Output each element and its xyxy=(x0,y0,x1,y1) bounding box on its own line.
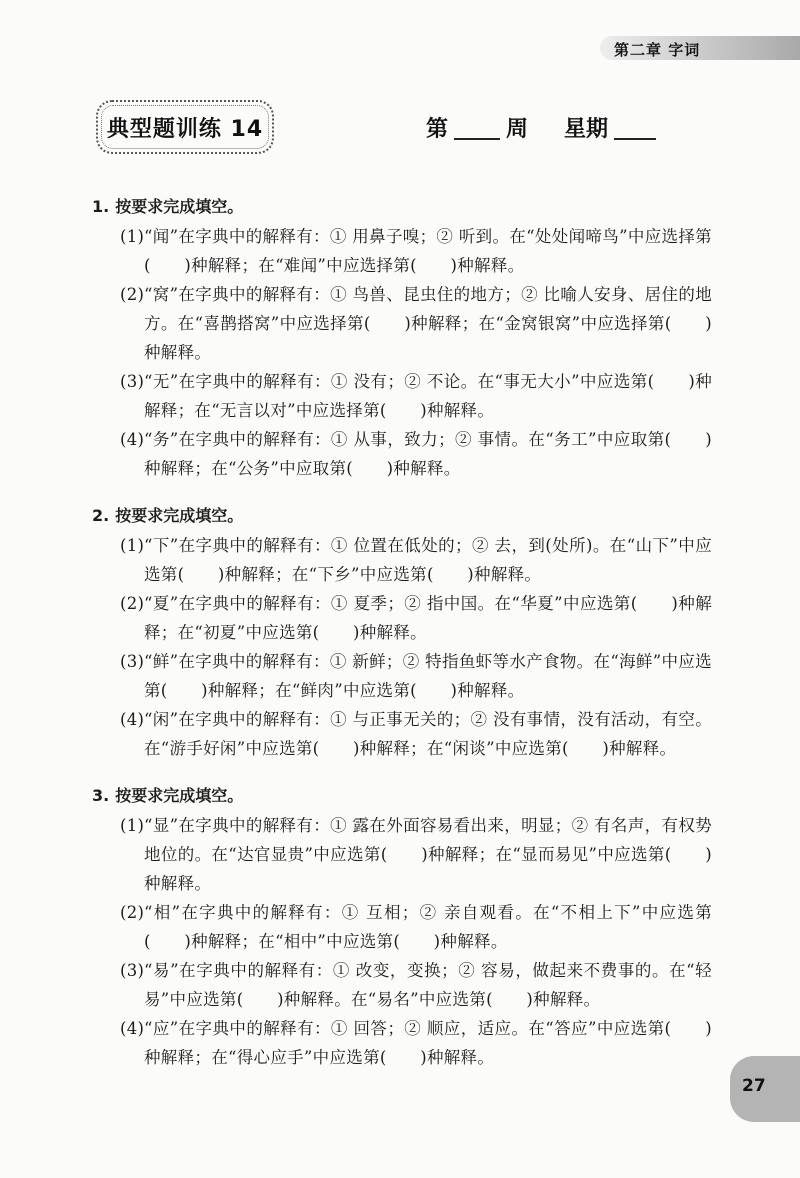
item-text: “应”在字典中的解释有：① 回答；② 顺应，适应。在“答应”中应选第( )种解释；在“得心应手”中应选第( )种解释。 xyxy=(144,1019,712,1067)
item-label: (3) xyxy=(120,652,145,671)
item-text: “易”在字典中的解释有：① 改变，变换；② 容易，做起来不费事的。在“轻易”中应选第( )种解释。在“易名”中应选第( )种解释。 xyxy=(144,961,712,1009)
item-label: (2) xyxy=(120,594,145,613)
question-prompt: 按要求完成填空。 xyxy=(115,786,244,805)
item-text: “相”在字典中的解释有：① 互相；② 亲自观看。在“不相上下”中应选第( )种解释；在“相中”中应选第( )种解释。 xyxy=(144,903,712,951)
week-blank[interactable] xyxy=(454,137,500,140)
week-prefix: 第 xyxy=(426,116,449,142)
question-item xyxy=(92,647,712,705)
question-2 xyxy=(92,501,712,763)
item-text: “夏”在字典中的解释有：① 夏季；② 指中国。在“华夏”中应选第( )种解释；在“初夏”中应选第( )种解释。 xyxy=(144,594,712,642)
question-item xyxy=(92,1014,712,1072)
question-item xyxy=(92,811,712,898)
question-heading xyxy=(92,501,712,531)
weekday-label: 星期 xyxy=(564,116,609,142)
question-item xyxy=(92,367,712,425)
question-number: 1. xyxy=(92,197,110,216)
item-label: (4) xyxy=(120,1019,145,1038)
question-heading xyxy=(92,192,712,222)
week-day-line xyxy=(426,112,662,143)
question-number: 2. xyxy=(92,506,110,525)
page-number: 27 xyxy=(742,1076,766,1096)
item-label: (2) xyxy=(120,903,145,922)
question-item xyxy=(92,956,712,1014)
item-text: “闲”在字典中的解释有：① 与正事无关的；② 没有事情，没有活动，有空。在“游手好闲”中应选第( )种解释；在“闲谈”中应选第( )种解释。 xyxy=(144,710,712,758)
question-prompt: 按要求完成填空。 xyxy=(115,197,244,216)
item-label: (4) xyxy=(120,710,145,729)
chapter-label: 第二章 字词 xyxy=(614,41,701,59)
item-label: (1) xyxy=(120,536,145,555)
question-1 xyxy=(92,192,712,483)
question-item xyxy=(92,280,712,367)
weekday-blank[interactable] xyxy=(614,137,656,140)
question-number: 3. xyxy=(92,786,110,805)
question-item xyxy=(92,222,712,280)
item-label: (1) xyxy=(120,816,145,835)
item-label: (2) xyxy=(120,285,145,304)
exercise-title: 典型题训练 14 xyxy=(106,116,264,142)
exercise-content xyxy=(92,192,712,1090)
question-3 xyxy=(92,781,712,1072)
exercise-title-box xyxy=(96,100,274,154)
item-text: “窝”在字典中的解释有：① 鸟兽、昆虫住的地方；② 比喻人安身、居住的地方。在“喜鹊搭窝”中应选择第( )种解释；在“金窝银窝”中应选择第( )种解释。 xyxy=(144,285,712,362)
item-label: (1) xyxy=(120,227,145,246)
item-text: “无”在字典中的解释有：① 没有；② 不论。在“事无大小”中应选第( )种解释；在“无言以对”中应选择第( )种解释。 xyxy=(144,372,712,420)
question-heading xyxy=(92,781,712,811)
item-text: “闻”在字典中的解释有：① 用鼻子嗅；② 听到。在“处处闻啼鸟”中应选择第( )种解释；在“难闻”中应选择第( )种解释。 xyxy=(144,227,712,275)
question-item xyxy=(92,705,712,763)
item-label: (4) xyxy=(120,430,145,449)
week-suffix: 周 xyxy=(506,116,529,142)
question-item xyxy=(92,898,712,956)
item-label: (3) xyxy=(120,372,145,391)
question-item xyxy=(92,531,712,589)
question-item xyxy=(92,425,712,483)
question-item xyxy=(92,589,712,647)
item-text: “鲜”在字典中的解释有：① 新鲜；② 特指鱼虾等水产食物。在“海鲜”中应选第( )种解释；在“鲜肉”中应选第( )种解释。 xyxy=(144,652,712,700)
item-text: “显”在字典中的解释有：① 露在外面容易看出来，明显；② 有名声，有权势地位的。在“达官显贵”中应选第( )种解释；在“显而易见”中应选第( )种解释。 xyxy=(144,816,712,893)
item-text: “下”在字典中的解释有：① 位置在低处的；② 去，到(处所)。在“山下”中应选第( )种解释；在“下乡”中应选第( )种解释。 xyxy=(144,536,712,584)
item-label: (3) xyxy=(120,961,145,980)
item-text: “务”在字典中的解释有：① 从事，致力；② 事情。在“务工”中应取第( )种解释；在“公务”中应取第( )种解释。 xyxy=(144,430,712,478)
question-prompt: 按要求完成填空。 xyxy=(115,506,244,525)
